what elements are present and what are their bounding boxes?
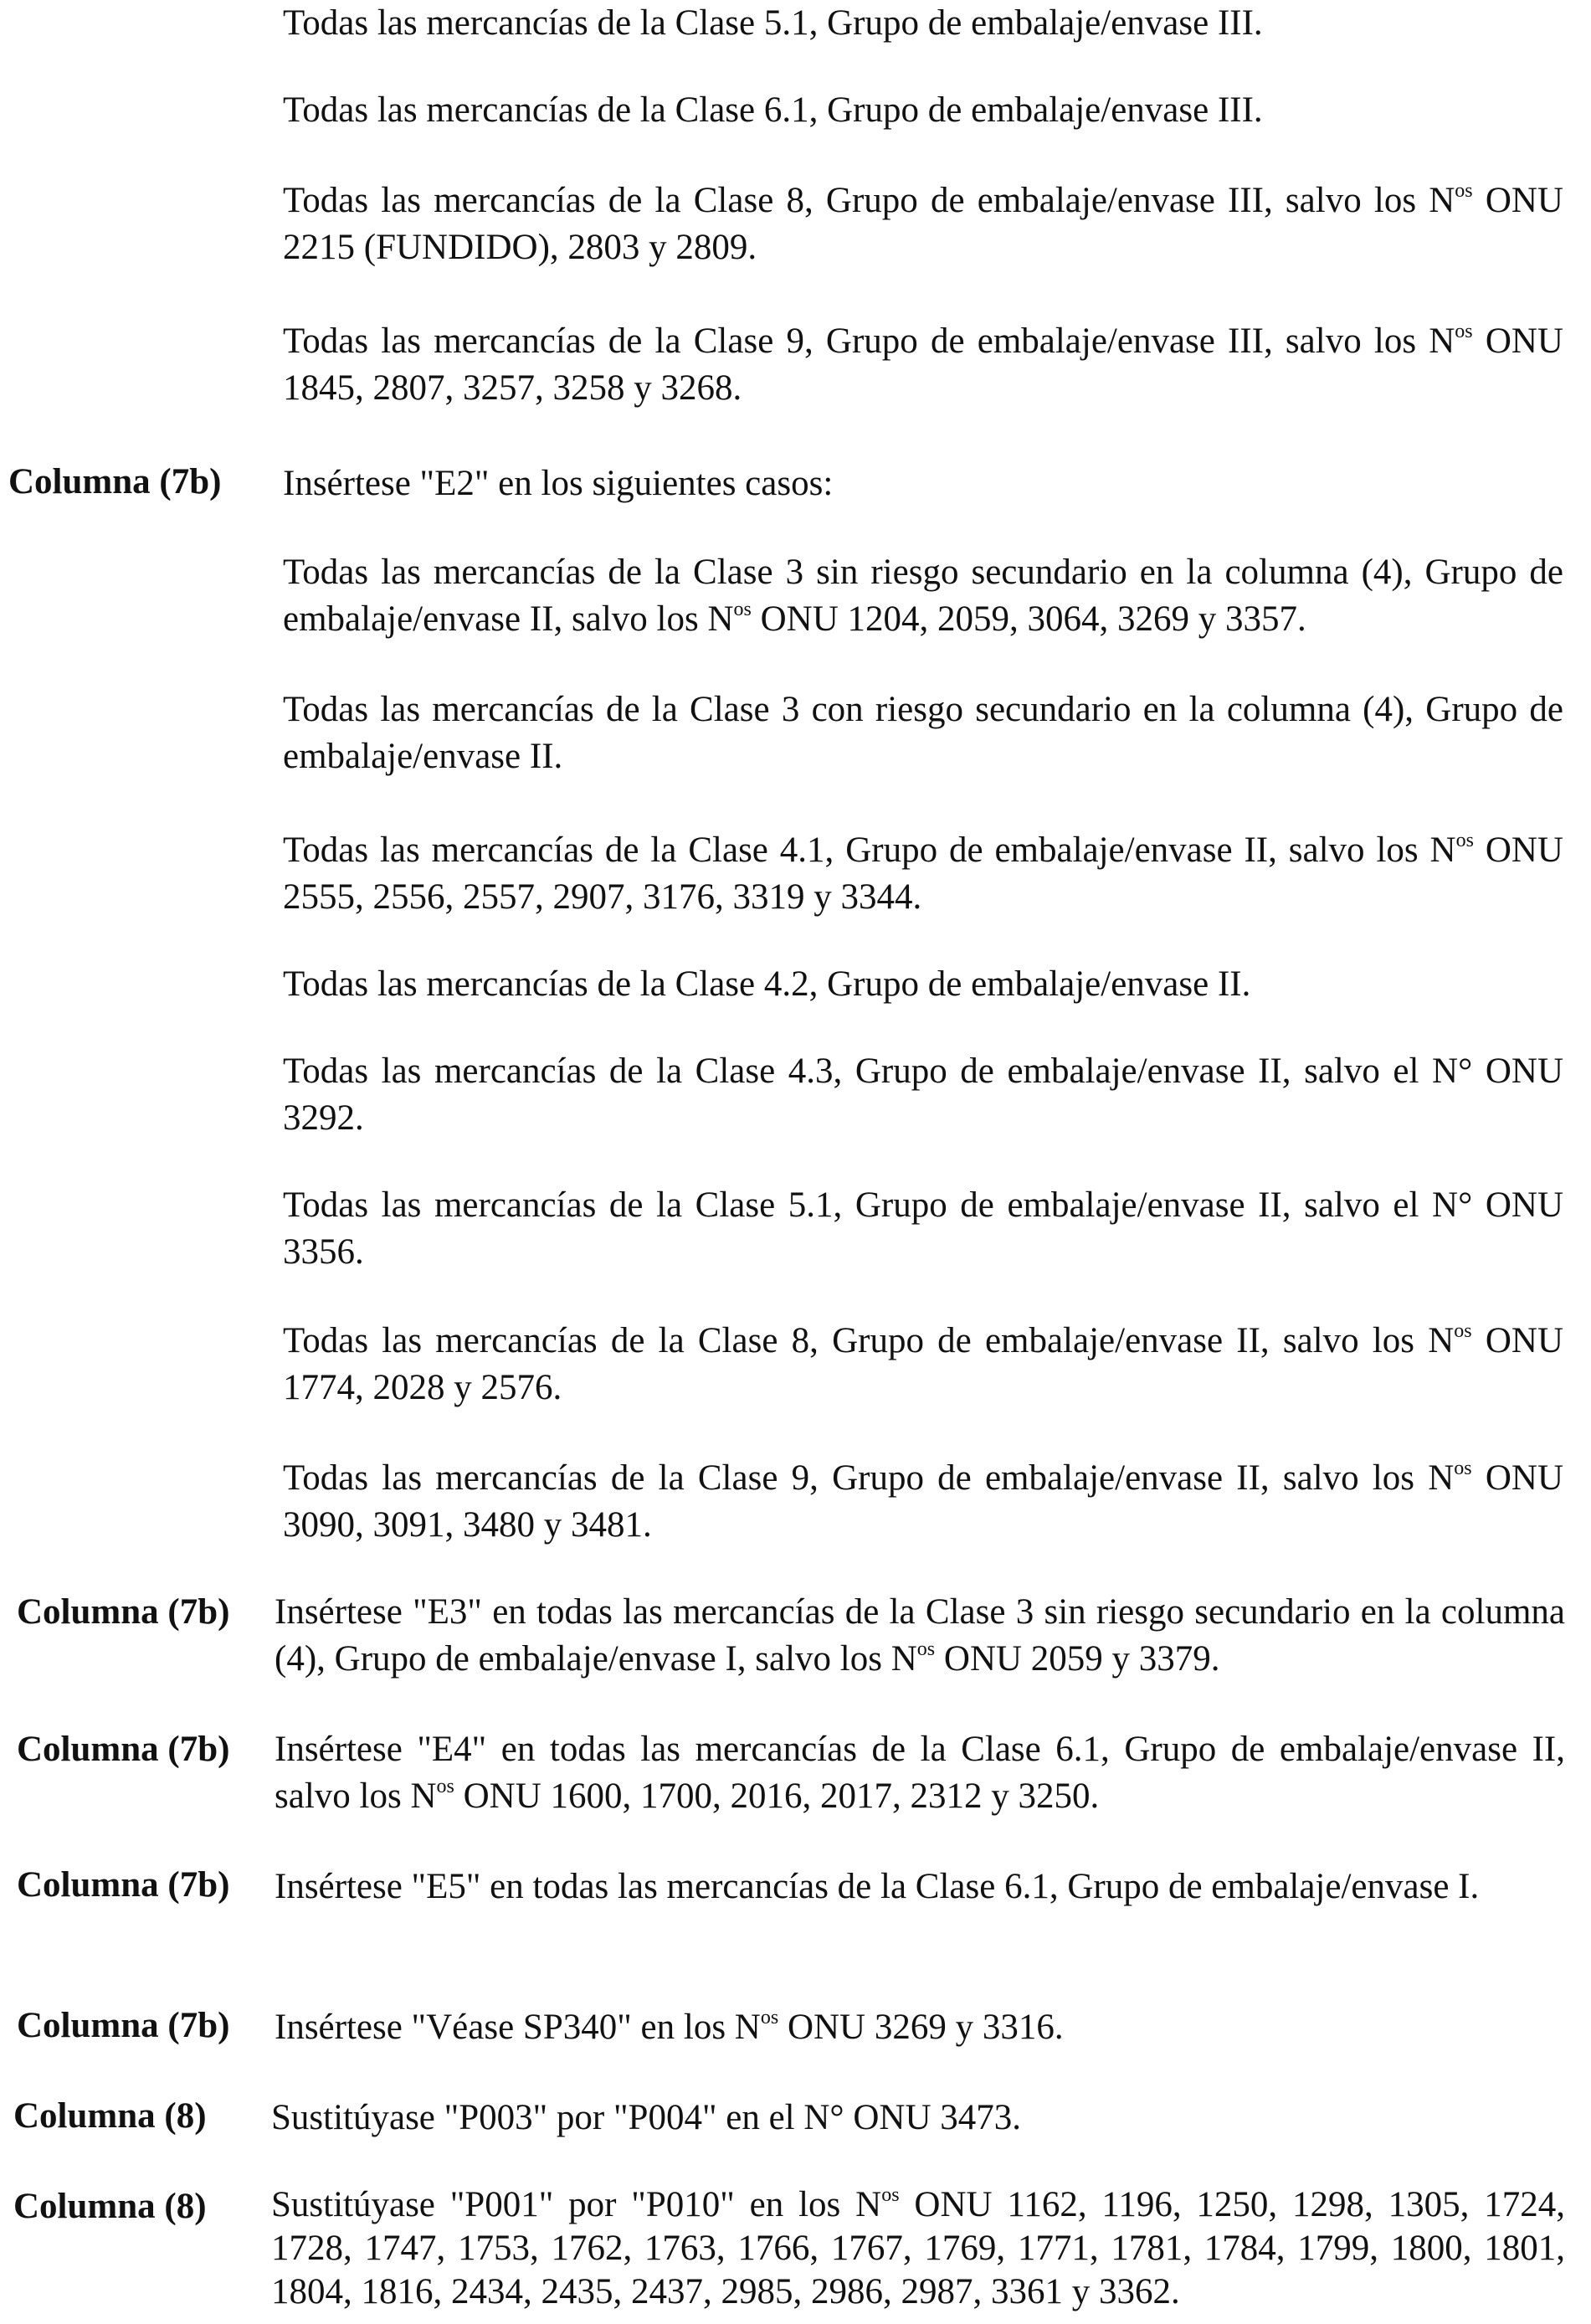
intro-item-4-text-b: ONU 1845, 2807, 3257, 3258 y 3268. [283, 321, 1563, 408]
amendment-5-text: Sustitúyase "P003" por "P004" en el N° ONU 3473. [271, 2098, 1022, 2137]
e2-column-label: Columna (7b) [8, 462, 222, 501]
intro-item-3-sup: os [1455, 180, 1473, 202]
amendment-6-label: Columna (8) [13, 2187, 207, 2226]
intro-item-4 [283, 318, 1563, 412]
intro-item-2: Todas las mercancías de la Clase 6.1, Grupo de embalaje/envase III. [283, 90, 1263, 130]
amendment-1-sup: os [916, 1638, 936, 1660]
amendment-2-text-a: Insértese "E4" en todas las mercancías de la Clase 6.1, Grupo de embalaje/envase II, salvo los N [275, 1730, 1565, 1816]
amendment-1-text [275, 1589, 1565, 1683]
intro-item-3-text-b: ONU 2215 (FUNDIDO), 2803 y 2809. [283, 181, 1563, 267]
e2-item-3-text-a: Todas las mercancías de la Clase 4.1, Grupo de embalaje/envase II, salvo los N [283, 830, 1456, 870]
e2-item-7-text-a: Todas las mercancías de la Clase 8, Grupo de embalaje/envase II, salvo los N [283, 1321, 1455, 1360]
amendment-5-label: Columna (8) [13, 2096, 207, 2136]
amendment-4-text [275, 2004, 1565, 2051]
e2-item-1-sup: os [733, 599, 752, 620]
amendment-2-sup: os [436, 1776, 454, 1797]
amendment-2-label: Columna (7b) [17, 1730, 230, 1769]
e2-item-7-sup: os [1454, 1320, 1472, 1342]
e2-item-8-text-a: Todas las mercancías de la Clase 9, Grupo de embalaje/envase II, salvo los N [283, 1458, 1455, 1498]
amendment-6-sup: os [881, 2184, 900, 2206]
e2-item-1-text-a: Todas las mercancías de la Clase 3 sin riesgo secundario en la columna (4), Grupo de embalaje/envase II, salvo los N [283, 553, 1563, 639]
e2-item-3 [283, 827, 1563, 921]
e2-item-6: Todas las mercancías de la Clase 5.1, Grupo de embalaje/envase II, salvo el N° ONU 3356. [283, 1185, 1563, 1272]
amendment-1-label: Columna (7b) [17, 1592, 230, 1632]
e2-item-3-text-b: ONU 2555, 2556, 2557, 2907, 3176, 3319 y 3344. [283, 830, 1563, 917]
amendment-1-text-a: Insértese "E3" en todas las mercancías de la Clase 3 sin riesgo secundario en la columna (4), Grupo de embalaje/envase I, salvo los N [275, 1592, 1565, 1679]
intro-item-3-text-a: Todas las mercancías de la Clase 8, Grupo de embalaje/envase III, salvo los N [283, 181, 1455, 220]
amendment-4-text-b: ONU 3269 y 3316. [778, 2008, 1064, 2047]
e2-item-8-text-b: ONU 3090, 3091, 3480 y 3481. [283, 1458, 1563, 1545]
e2-item-5: Todas las mercancías de la Clase 4.3, Grupo de embalaje/envase II, salvo el N° ONU 3292. [283, 1051, 1563, 1138]
amendment-3-label: Columna (7b) [17, 1865, 230, 1905]
amendment-3-text: Insértese "E5" en todas las mercancías de la Clase 6.1, Grupo de embalaje/envase I. [275, 1867, 1480, 1906]
amendment-2-text [275, 1726, 1565, 1820]
e2-heading: Insértese "E2" en los siguientes casos: [283, 464, 834, 503]
amendment-2-text-b: ONU 1600, 1700, 2016, 2017, 2312 y 3250. [454, 1776, 1100, 1816]
e2-item-1 [283, 549, 1563, 643]
intro-item-1: Todas las mercancías de la Clase 5.1, Grupo de embalaje/envase III. [283, 3, 1263, 43]
amendment-6-text [271, 2183, 1565, 2314]
intro-item-4-text-a: Todas las mercancías de la Clase 9, Grupo de embalaje/envase III, salvo los N [283, 321, 1455, 361]
amendment-1-text-b: ONU 2059 y 3379. [935, 1639, 1220, 1679]
e2-item-8 [283, 1455, 1563, 1549]
e2-item-7-text-b: ONU 1774, 2028 y 2576. [283, 1321, 1563, 1407]
amendment-4-text-a: Insértese "Véase SP340" en los N [275, 2008, 761, 2047]
e2-item-8-sup: os [1454, 1458, 1472, 1479]
amendment-4-sup: os [760, 2007, 779, 2028]
e2-item-3-sup: os [1455, 830, 1474, 851]
e2-item-2: Todas las mercancías de la Clase 3 con riesgo secundario en la columna (4), Grupo de embalaje/envase II. [283, 690, 1563, 776]
amendment-6-text-a: Sustitúyase "P001" por "P010" en los N [271, 2185, 882, 2224]
amendment-4-label: Columna (7b) [17, 2006, 230, 2045]
e2-item-4: Todas las mercancías de la Clase 4.2, Grupo de embalaje/envase II. [283, 964, 1251, 1004]
e2-item-7 [283, 1318, 1563, 1411]
e2-item-1-text-b: ONU 1204, 2059, 3064, 3269 y 3357. [751, 599, 1306, 639]
intro-item-4-sup: os [1455, 321, 1473, 342]
amendment-6-text-b: ONU 1162, 1196, 1250, 1298, 1305, 1724, 1728, 1747, 1753, 1762, 1763, 1766, 1767, 1769, 1771, 1781, 1784, 1799, 1800, 1801, 1804, 1816, 2434, 2435, 2437, 2985, 2986, 2987, 3361 y 3362. [271, 2185, 1565, 2311]
intro-item-3 [283, 177, 1563, 271]
